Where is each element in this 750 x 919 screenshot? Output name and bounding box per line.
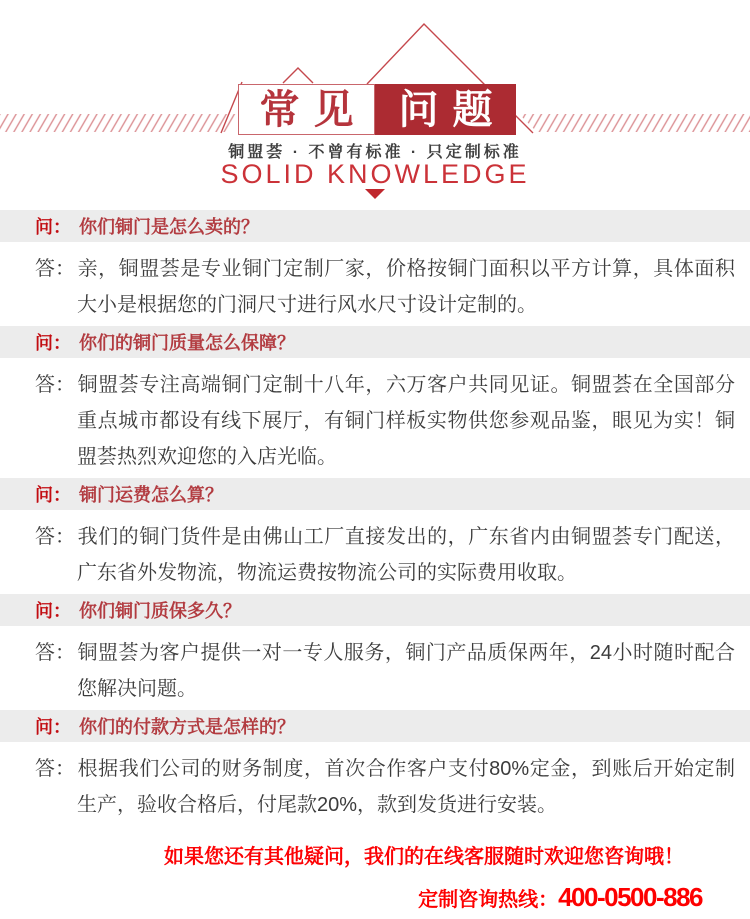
title-box-wenti xyxy=(375,84,516,135)
answer-label: 答： xyxy=(35,374,75,396)
question-text: 你们的付款方式是怎样的？ xyxy=(79,717,295,737)
question-bar xyxy=(0,478,750,510)
question-bar xyxy=(0,594,750,626)
answer-block xyxy=(0,358,750,478)
answer-label: 答： xyxy=(35,642,75,664)
question-bar xyxy=(0,710,750,742)
triangle-down-icon xyxy=(365,189,385,199)
question-label: 问： xyxy=(35,217,71,237)
answer-text: 铜盟荟为客户提供一对一专人服务，铜门产品质保两年，24小时随时配合您解决问题。 xyxy=(77,642,735,700)
answer-label: 答： xyxy=(35,758,75,780)
hotline-label: 定制咨询热线： xyxy=(418,889,559,911)
header xyxy=(0,0,750,210)
hotline-number: 400-0500-886 xyxy=(558,882,702,912)
answer-text: 铜盟荟专注高端铜门定制十八年，六万客户共同见证。铜盟荟在全国部分重点城市都设有线下展厅，有铜门样板实物供您参观品鉴，眼见为实！铜盟荟热烈欢迎您的入店光临。 xyxy=(77,374,735,468)
brand-slogan: 铜盟荟 · 不曾有标准 · 只定制标准 xyxy=(228,144,522,161)
answer-block xyxy=(0,626,750,710)
answer-block xyxy=(0,242,750,326)
service-notice: 如果您还有其他疑问，我们的在线客服随时欢迎您咨询哦！ xyxy=(164,846,684,868)
hotline-line xyxy=(0,880,750,919)
title-left-text: 常见 xyxy=(259,87,368,132)
answer-text: 亲，铜盟荟是专业铜门定制厂家，价格按铜门面积以平方计算，具体面积大小是根据您的门洞尺寸进行风水尺寸设计定制的。 xyxy=(77,258,735,316)
answer-text: 根据我们公司的财务制度，首次合作客户支付80%定金，到账后开始定制生产，验收合格后，付尾款20%，款到发货进行安装。 xyxy=(77,758,735,816)
question-text: 你们铜门质保多久？ xyxy=(79,601,241,621)
title-right-text: 问题 xyxy=(398,87,507,132)
question-label: 问： xyxy=(35,485,71,505)
question-label: 问： xyxy=(35,333,71,353)
answer-label: 答： xyxy=(35,526,75,548)
answer-label: 答： xyxy=(35,258,75,280)
question-text: 你们铜门是怎么卖的？ xyxy=(79,217,259,237)
title-box-changjian xyxy=(238,84,375,135)
question-text: 铜门运费怎么算？ xyxy=(79,485,223,505)
footer xyxy=(0,842,750,919)
question-bar xyxy=(0,210,750,242)
answer-text: 我们的铜门货件是由佛山工厂直接发出的，广东省内由铜盟荟专门配送，广东省外发物流，物流运费按物流公司的实际费用收取。 xyxy=(77,526,735,584)
answer-block xyxy=(0,510,750,594)
subtitle-english: SOLID KNOWLEDGE xyxy=(220,159,530,189)
question-label: 问： xyxy=(35,717,71,737)
answer-block xyxy=(0,742,750,826)
question-bar xyxy=(0,326,750,358)
page-title xyxy=(238,84,516,135)
question-text: 你们的铜门质量怎么保障？ xyxy=(79,333,295,353)
faq-list xyxy=(0,210,750,826)
question-label: 问： xyxy=(35,601,71,621)
